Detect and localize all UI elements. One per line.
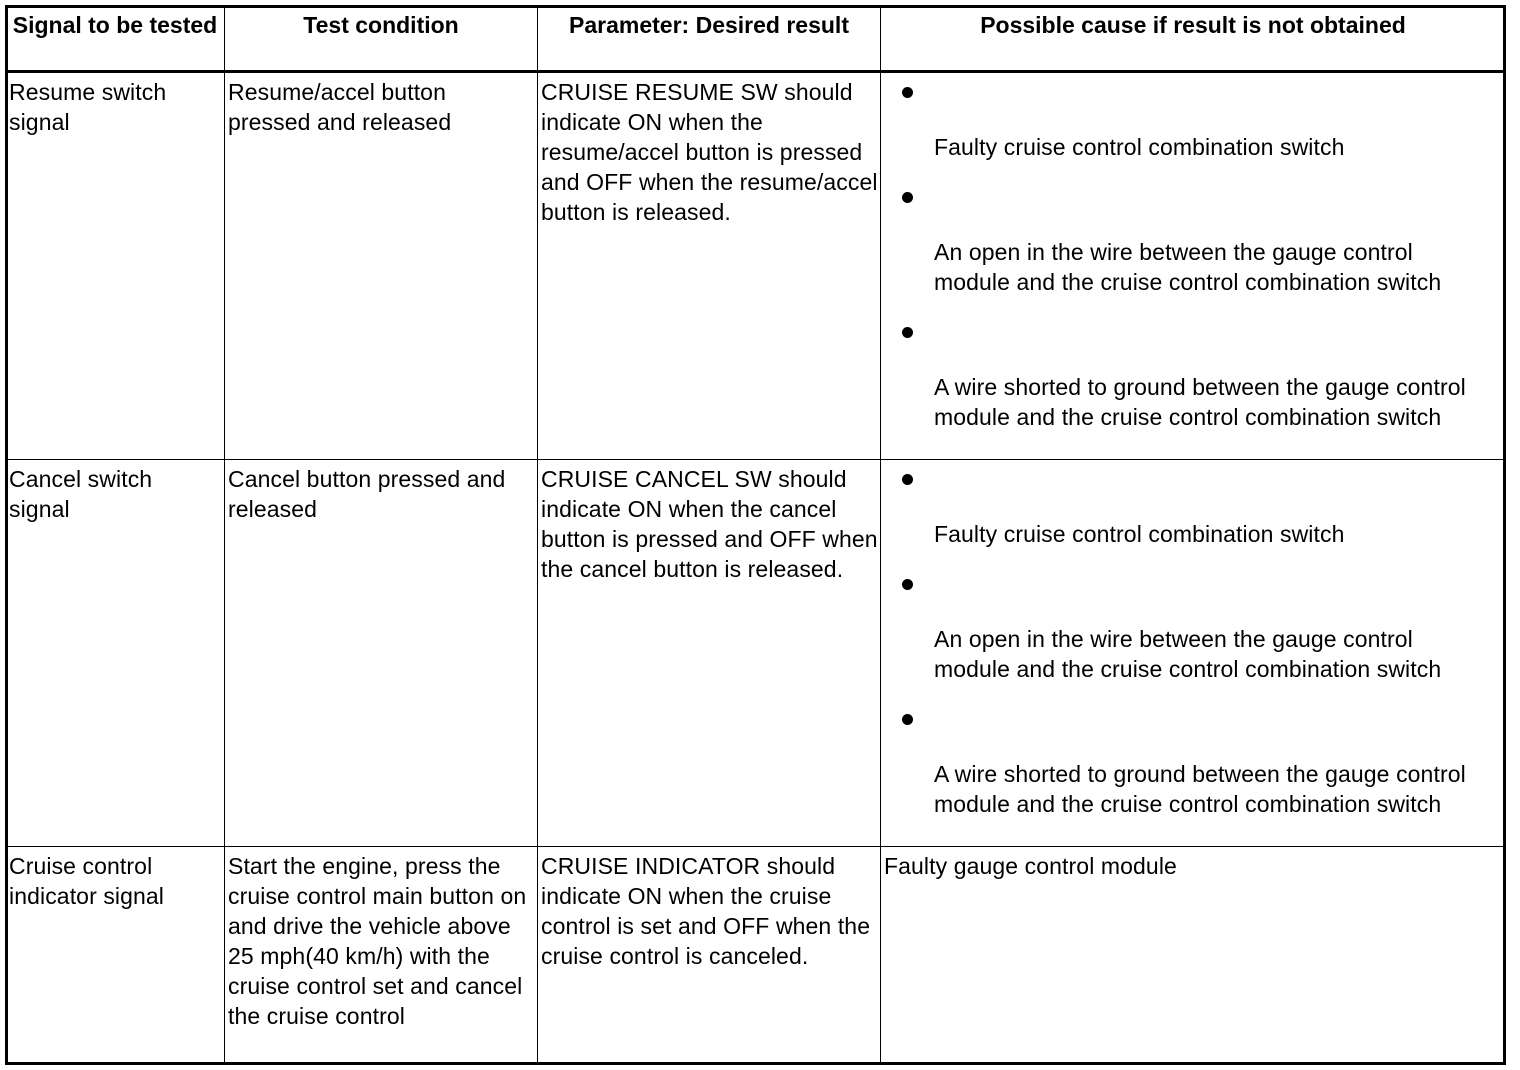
signal-cell: Resume switch signal bbox=[9, 79, 167, 135]
result-cell: CRUISE RESUME SW should indicate ON when the resume/accel button is pressed and OFF when the resume/accel button is released. bbox=[541, 79, 878, 225]
condition-cell: Cancel button pressed and released bbox=[228, 466, 506, 522]
header-signal: Signal to be tested bbox=[12, 12, 218, 38]
cause-item: Faulty cruise control combination switch bbox=[934, 521, 1345, 547]
cause-item: An open in the wire between the gauge control module and the cruise control combination switch bbox=[934, 626, 1442, 682]
bullet-icon bbox=[902, 474, 913, 485]
signal-cell: Cancel switch signal bbox=[9, 466, 153, 522]
header-cause: Possible cause if result is not obtained bbox=[980, 12, 1406, 38]
result-cell: CRUISE CANCEL SW should indicate ON when the cancel button is pressed and OFF when the cancel button is released. bbox=[541, 466, 878, 582]
cause-item: An open in the wire between the gauge control module and the cruise control combination switch bbox=[934, 239, 1442, 295]
bullet-icon bbox=[902, 192, 913, 203]
bullet-icon bbox=[902, 87, 913, 98]
signal-cell: Cruise control indicator signal bbox=[9, 853, 165, 909]
condition-cell: Resume/accel button pressed and released bbox=[228, 79, 452, 135]
row-divider bbox=[7, 459, 1504, 460]
header-divider bbox=[5, 70, 1506, 73]
row-divider bbox=[7, 846, 1504, 847]
column-divider bbox=[537, 7, 538, 1063]
condition-cell: Start the engine, press the cruise control main button on and drive the vehicle above 25 mph(40 km/h) with the cruise control set and cancel the cruise control bbox=[228, 853, 527, 1029]
cause-item: Faulty cruise control combination switch bbox=[934, 134, 1345, 160]
bullet-icon bbox=[902, 579, 913, 590]
column-divider bbox=[880, 7, 881, 1063]
column-divider bbox=[224, 7, 225, 1063]
bullet-icon bbox=[902, 327, 913, 338]
header-result: Parameter: Desired result bbox=[569, 12, 849, 38]
bullet-icon bbox=[902, 714, 913, 725]
result-cell: CRUISE INDICATOR should indicate ON when the cruise control is set and OFF when the cruise control is canceled. bbox=[541, 853, 871, 969]
cause-item: A wire shorted to ground between the gauge control module and the cruise control combination switch bbox=[934, 761, 1466, 817]
cause-item: A wire shorted to ground between the gauge control module and the cruise control combination switch bbox=[934, 374, 1466, 430]
header-condition: Test condition bbox=[303, 12, 459, 38]
cause-cell: Faulty gauge control module bbox=[884, 853, 1177, 879]
